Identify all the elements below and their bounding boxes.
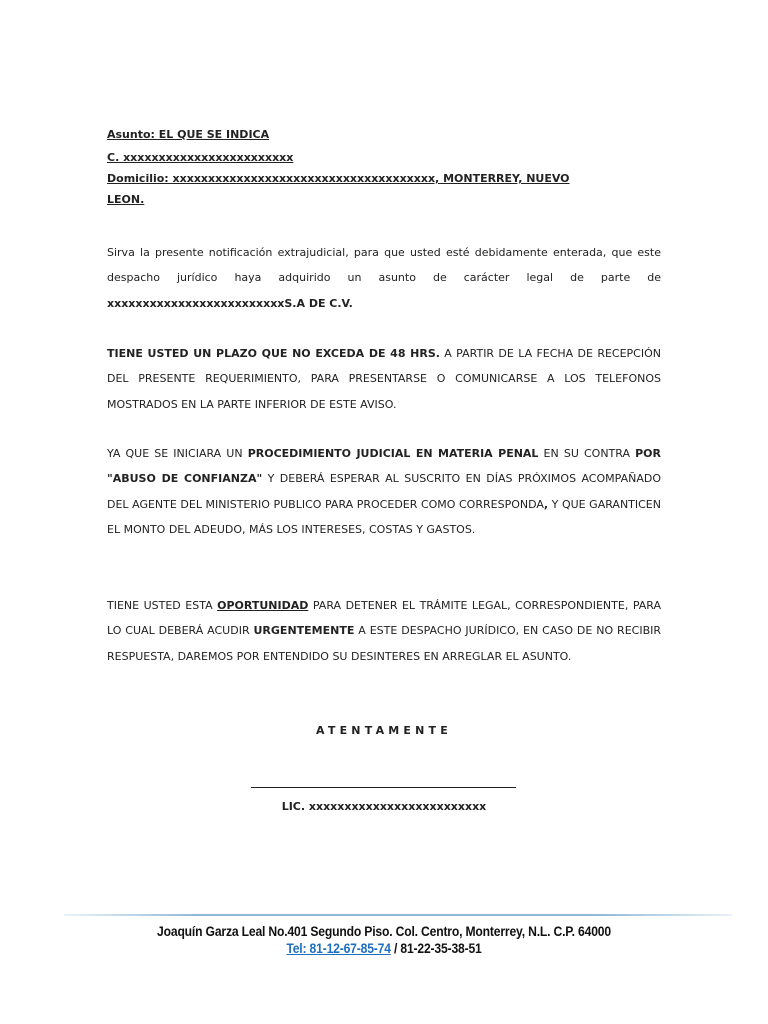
- opportunity-emphasis: OPORTUNIDAD: [217, 599, 309, 612]
- comma-emphasis: ,: [543, 497, 549, 511]
- paragraph-text: A ESTE DESPACHO JURÍDICO, EN CASO DE NO RECIBIR RESPUESTA, DAREMOS POR ENTENDIDO SU DESINTERES EN ARREGLAR EL ASUNTO.: [107, 624, 661, 663]
- domicilio-continuation: LEON.: [107, 193, 145, 206]
- paragraph-opportunity: [107, 593, 661, 669]
- paragraph-deadline: [107, 341, 661, 417]
- paragraph-text: Sirva la presente notificación extrajudicial, para que usted esté debidamente enterada, que este despacho jurídico haya adquirido un asunto de carácter legal de parte de: [107, 246, 661, 285]
- paragraph-text: EN SU CONTRA: [538, 447, 636, 460]
- domicilio-line: Domicilio: xxxxxxxxxxxxxxxxxxxxxxxxxxxxxxxxxxxxx, MONTERREY, NUEVO: [107, 172, 570, 185]
- signer-name: LIC. xxxxxxxxxxxxxxxxxxxxxxxxx: [281, 800, 487, 813]
- phone-separator: /: [390, 941, 401, 956]
- asunto-line: Asunto: EL QUE SE INDICA: [107, 128, 270, 141]
- phone-secondary: 81-22-35-38-51: [400, 941, 482, 956]
- footer-phones: [38, 941, 729, 956]
- paragraph-text: TIENE USTED ESTA: [107, 599, 218, 612]
- deadline-emphasis: TIENE USTED UN PLAZO QUE NO EXCEDA DE 48 HRS.: [107, 347, 440, 360]
- closing-atentamente: ATENTAMENTE: [316, 724, 452, 737]
- signature-line: [251, 787, 516, 788]
- paragraph-text: A PARTIR DE LA FECHA DE RECEPCIÓN DEL PRESENTE REQUERIMIENTO, PARA PRESENTARSE O COMUNICARSE A LOS TELEFONOS MOSTRADOS EN LA PARTE INFERIOR DE ESTE AVISO.: [107, 347, 661, 411]
- charge-emphasis: POR "ABUSO DE CONFIANZA": [107, 447, 661, 486]
- paragraph-text: Y QUE GARANTICEN EL MONTO DEL ADEUDO, MÁS LOS INTERESES, COSTAS Y GASTOS.: [107, 497, 661, 536]
- phone-link[interactable]: Tel: 81-12-67-85-74: [286, 941, 391, 956]
- urgent-emphasis: URGENTEMENTE: [253, 624, 355, 638]
- footer-address: Joaquín Garza Leal No.401 Segundo Piso. Col. Centro, Monterrey, N.L. C.P. 64000: [157, 924, 611, 939]
- paragraph-text: PARA DETENER EL TRÁMITE LEGAL, CORRESPONDIENTE, PARA LO CUAL DEBERÁ ACUDIR: [107, 599, 662, 638]
- paragraph-notification: [107, 240, 661, 316]
- recipient-line: C. xxxxxxxxxxxxxxxxxxxxxxxx: [107, 151, 294, 164]
- company-name: xxxxxxxxxxxxxxxxxxxxxxxxxS.A DE C.V.: [107, 296, 353, 310]
- paragraph-procedure: [107, 441, 661, 542]
- footer-divider: [64, 914, 732, 916]
- procedure-emphasis: PROCEDIMIENTO JUDICIAL EN MATERIA PENAL: [247, 447, 539, 460]
- paragraph-text: YA QUE SE INICIARA UN: [107, 447, 248, 460]
- paragraph-text: Y DEBERÁ ESPERAR AL SUSCRITO EN DÍAS PRÓXIMOS ACOMPAÑADO DEL AGENTE DEL MINISTERIO PUBLICO PARA PROCEDER COMO CORRESPONDA: [107, 472, 661, 511]
